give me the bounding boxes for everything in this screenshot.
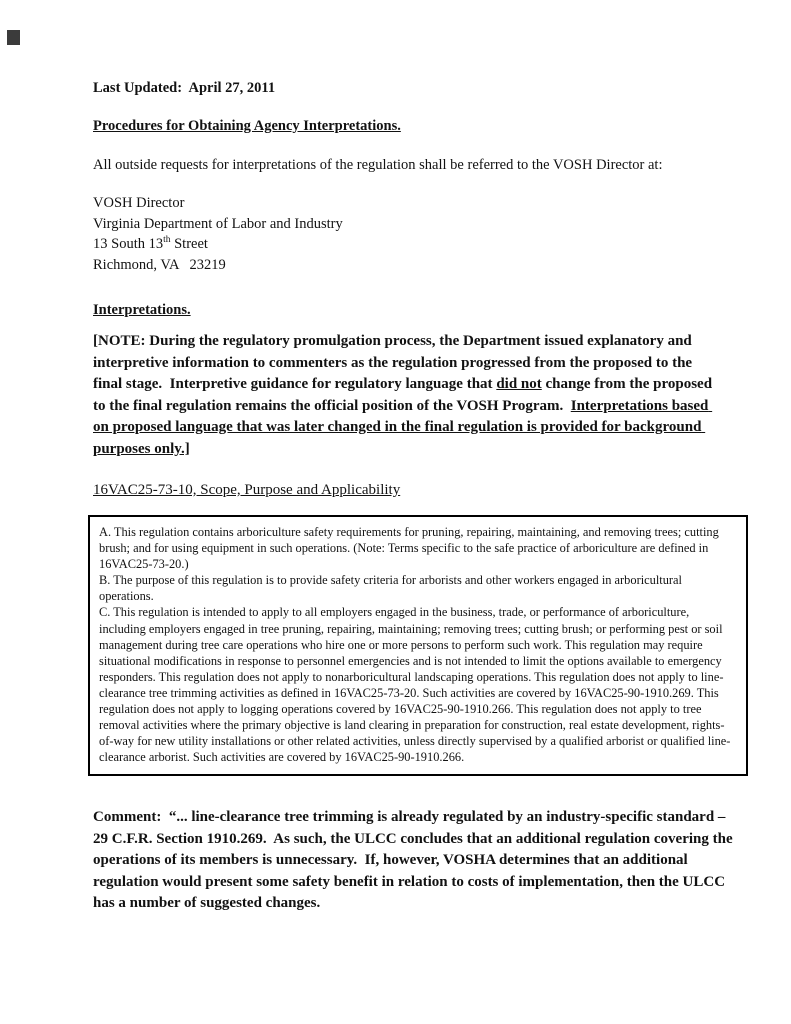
scope-box — [88, 515, 748, 776]
street-number: 13 South 13 — [93, 236, 164, 252]
ordinal-suffix: th — [163, 235, 171, 246]
last-updated-line: Last Updated: April 27, 2011 — [93, 80, 276, 96]
intro-paragraph: All outside requests for interpretations of the regulation shall be referred to the VOSH Director at: — [93, 157, 663, 173]
note-segment: change from the proposed to the final regulation remains the official position of the VOSH Program. — [93, 376, 716, 414]
scope-paragraph-b: B. The purpose of this regulation is to provide safety criteria for arborists and other workers engaged in arboricultural operations. — [99, 573, 686, 604]
scan-artifact-mark — [7, 30, 20, 45]
interpretations-heading: Interpretations. — [93, 302, 191, 318]
address-line-name: VOSH Director — [93, 195, 185, 211]
scope-paragraph-a: A. This regulation contains arboriculture safety requirements for pruning, repairing, maintaining, and removing trees; cutting brush; and for using equipment in such operations. (Note: Terms specific to the safe practice of arboriculture are defined in 16VAC25-73-20.) — [99, 525, 722, 572]
address-line-street — [93, 234, 733, 255]
procedures-heading: Procedures for Obtaining Agency Interpretations. — [93, 118, 401, 134]
address-line-department: Virginia Department of Labor and Industry — [93, 215, 343, 232]
note-underlined-phrase: did not — [496, 376, 542, 392]
note-segment: [NOTE: During the regulatory promulgation process, the Department issued explanatory and interpretive information to commenters as the regulation progressed from the proposed to the final stage. Interpretive guidance for regulatory language that — [93, 333, 696, 392]
comment-paragraph: Comment: “... line-clearance tree trimming is already regulated by an industry-specific standard – 29 C.F.R. Section 1910.269. As such, the ULCC concludes that an additional regulation covering the operations of its members is unnecessary. If, however, VOSHA determines that an additional regulation would present some safety benefit in relation to costs of implementation, then the ULCC has a number of suggested changes. — [93, 809, 737, 912]
street-word: Street — [170, 236, 208, 252]
scope-paragraph-c: C. This regulation is intended to apply to all employers engaged in the business, trade, or performance of arboriculture, including employers engaged in tree pruning, repairing, maintaining; removing trees; cutting brush; or performing pest or soil management during tree care operations who hire one or more persons to perform such work. This regulation may require situational modifications in response to personnel emergencies and is not intended to limit the options available to emergency responders. This regulation does not apply to nonarboricultural landscaping operations. This regulation does not apply to line-clearance tree trimming activities as defined in 16VAC25-73-20. Such activities are covered by 16VAC25-90-1910.269. This regulation does not apply to logging operations covered by 16VAC25-90-1910.266. This regulation does not apply to tree removal activities where the primary objective is land clearing in preparation for construction, real estate development, rights-of-way for new utility installations or other related activities, unless directly supervised by a qualified arborist or qualified line-clearance arborist. Such activities are covered by 16VAC25-90-1910.266. — [99, 605, 731, 765]
address-line-city: Richmond, VA 23219 — [93, 256, 226, 273]
note-paragraph — [93, 331, 721, 460]
section-heading: 16VAC25-73-10, Scope, Purpose and Applicability — [93, 482, 401, 498]
note-underlined-sentence: Interpretations based on proposed language that was later changed in the final regulation is provided for background purposes only.] — [93, 397, 713, 457]
address-block — [93, 193, 733, 275]
